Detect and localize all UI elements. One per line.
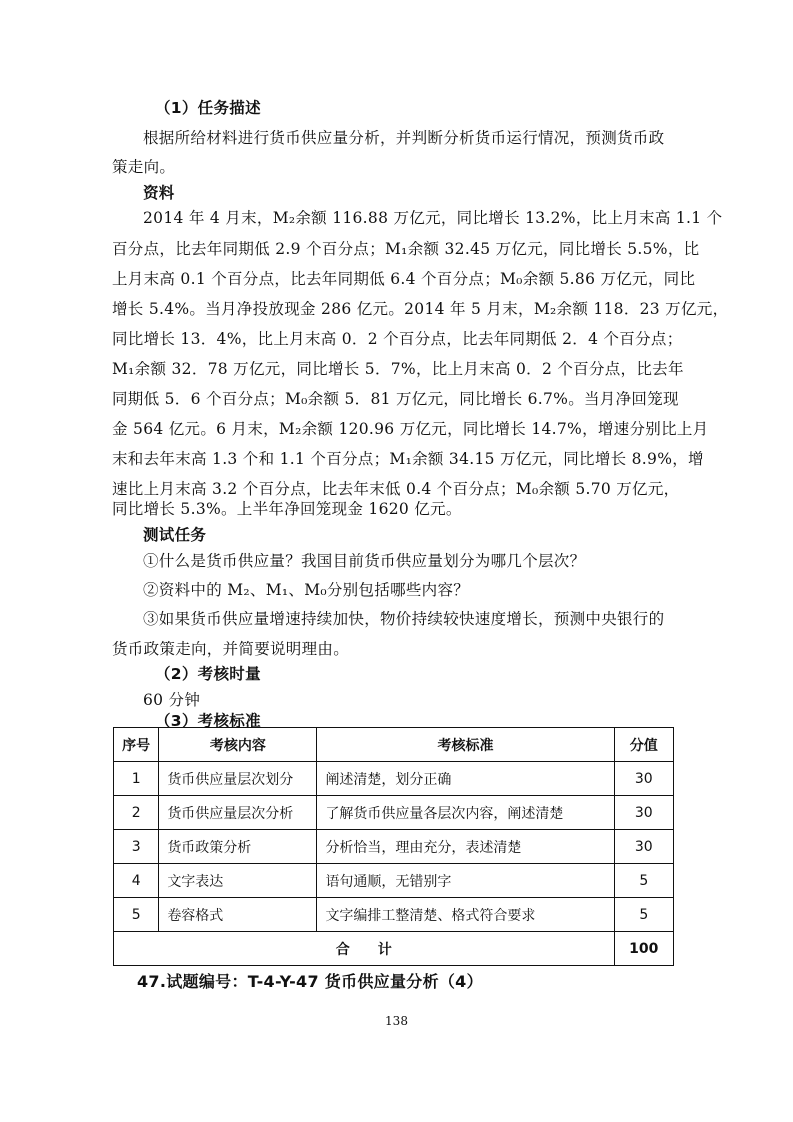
section-task-description-title: （1）任务描述 [155,99,261,117]
cell-criteria: 语句通顺，无错别字 [317,864,614,898]
cell-index: 2 [114,796,159,830]
material-line-10: 速比上月末高 3.2 个百分点，比去年末低 0.4 个百分点；M₀余额 5.70 万亿元， [112,480,680,498]
cell-content: 货币供应量层次划分 [159,762,317,796]
material-line-1: 2014 年 4 月末，M₂余额 116.88 万亿元，同比增长 13.2%，比上月末高 1.1 个 [143,209,723,227]
cell-score: 5 [614,898,673,932]
cell-criteria: 文字编排工整清楚、格式符合要求 [317,898,614,932]
header-index: 序号 [114,728,159,762]
cell-criteria: 了解货币供应量各层次内容，阐述清楚 [317,796,614,830]
header-content: 考核内容 [159,728,317,762]
table-row [114,898,674,932]
material-title: 资料 [143,184,175,202]
cell-score: 30 [614,796,673,830]
material-line-5: 同比增长 13．4%，比上月末高 0．2 个百分点，比去年同期低 2．4 个百分点； [112,330,683,348]
cell-index: 4 [114,864,159,898]
table-row [114,762,674,796]
cell-criteria: 阐述清楚，划分正确 [317,762,614,796]
section-criteria-title: （3）考核标准 [155,712,261,730]
material-line-11: 同比增长 5.3%。上半年净回笼现金 1620 亿元。 [112,500,462,518]
table-row [114,830,674,864]
task-desc-line-2: 策走向。 [112,158,176,176]
table-total-row [114,932,674,966]
cell-content: 货币供应量层次分析 [159,796,317,830]
cell-content: 卷容格式 [159,898,317,932]
material-line-6: M₁余额 32．78 万亿元，同比增长 5．7%，比上月末高 0．2 个百分点，比去年 [112,360,684,378]
material-line-4: 增长 5.4%。当月净投放现金 286 亿元。2014 年 5 月末，M₂余额 118．23 万亿元， [112,300,729,318]
section-duration-title: （2）考核时量 [155,665,261,683]
cell-content: 文字表达 [159,864,317,898]
cell-criteria: 分析恰当，理由充分，表述清楚 [317,830,614,864]
assessment-criteria-table [113,727,674,966]
header-score: 分值 [614,728,673,762]
cell-index: 3 [114,830,159,864]
task-desc-line-1: 根据所给材料进行货币供应量分析，并判断分析货币运行情况，预测货币政 [143,129,665,147]
test-item-2: ②资料中的 M₂、M₁、M₀分别包括哪些内容？ [143,581,470,599]
material-line-3: 上月末高 0.1 个百分点，比去年同期低 6.4 个百分点；M₀余额 5.86 万亿元，同比 [112,270,696,288]
cell-index: 5 [114,898,159,932]
table-row [114,864,674,898]
material-line-7: 同期低 5．6 个百分点；M₀余额 5．81 万亿元，同比增长 6.7%。当月净回笼现 [112,390,679,408]
next-question-title: 47.试题编号：T-4-Y-47 货币供应量分析（4） [137,972,483,991]
cell-index: 1 [114,762,159,796]
table-header-row [114,728,674,762]
test-item-3-continued: 货币政策走向，并简要说明理由。 [112,640,350,658]
total-label: 合 计 [114,932,615,966]
test-item-3: ③如果货币供应量增速持续加快，物价持续较快速度增长，预测中央银行的 [143,610,665,628]
cell-score: 30 [614,830,673,864]
material-line-8: 金 564 亿元。6 月末，M₂余额 120.96 万亿元，同比增长 14.7%，增速分别比上月 [112,420,709,438]
table-row [114,796,674,830]
cell-content: 货币政策分析 [159,830,317,864]
header-criteria: 考核标准 [317,728,614,762]
material-line-2: 百分点，比去年同期低 2.9 个百分点；M₁余额 32.45 万亿元，同比增长 5.5%，比 [112,240,700,258]
page-number: 138 [385,1014,408,1028]
total-value: 100 [614,932,673,966]
test-item-1: ①什么是货币供应量？我国目前货币供应量划分为哪几个层次？ [143,552,586,570]
cell-score: 5 [614,864,673,898]
duration-value: 60 分钟 [143,691,201,709]
material-line-9: 末和去年末高 1.3 个和 1.1 个百分点；M₁余额 34.15 万亿元，同比增长 8.9%，增 [112,450,704,468]
cell-score: 30 [614,762,673,796]
test-task-title: 测试任务 [143,526,207,544]
